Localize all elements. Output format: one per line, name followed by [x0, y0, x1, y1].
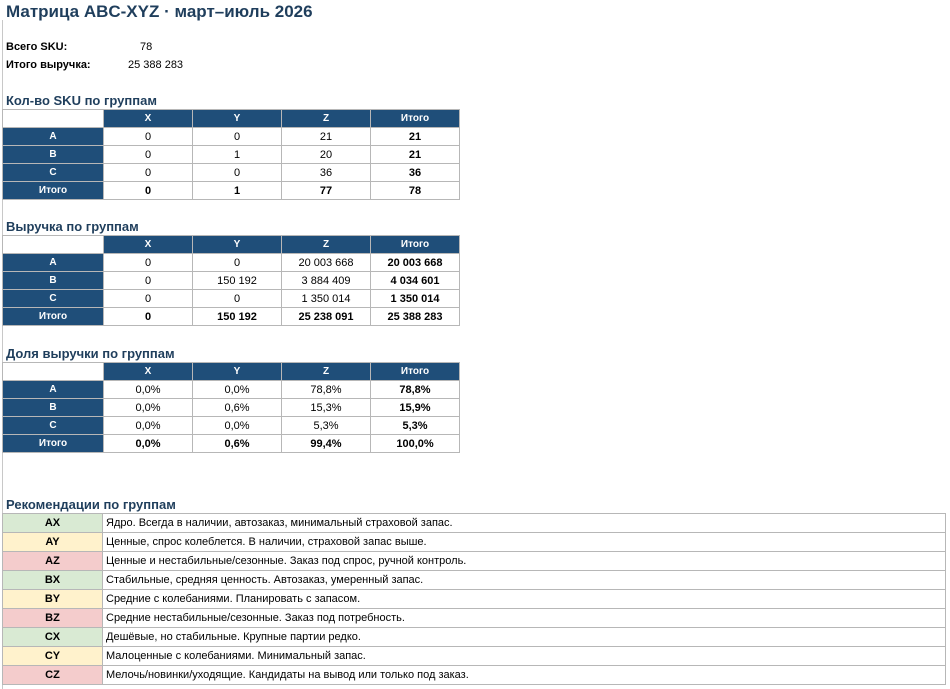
- table-cell-total: 5,3%: [371, 417, 460, 435]
- corner-cell: [3, 110, 104, 128]
- sku-count-title: Кол-во SKU по группам: [6, 93, 157, 108]
- table-cell: 150 192: [193, 308, 282, 326]
- col-header: X: [104, 110, 193, 128]
- recommendation-text: Средние с колебаниями. Планировать с запасом.: [103, 590, 946, 609]
- revenue-share-title: Доля выручки по группам: [6, 346, 175, 361]
- table-cell: 1: [193, 182, 282, 200]
- table-row: [3, 254, 460, 272]
- table-cell: 0: [104, 254, 193, 272]
- recommendation-code: CY: [3, 647, 103, 666]
- table-cell-total: 4 034 601: [371, 272, 460, 290]
- col-header: Z: [282, 236, 371, 254]
- page-title: Матрица ABC-XYZ · март–июль 2026: [6, 2, 313, 21]
- table-cell: 0,0%: [193, 381, 282, 399]
- corner-cell: [3, 236, 104, 254]
- sku-count-table: [2, 109, 460, 200]
- table-cell: 0: [104, 146, 193, 164]
- row-header: A: [3, 128, 104, 146]
- row-header: B: [3, 146, 104, 164]
- recommendation-row: [3, 552, 946, 571]
- recommendation-row: [3, 666, 946, 685]
- table-cell: 1 350 014: [282, 290, 371, 308]
- recommendation-code: BZ: [3, 609, 103, 628]
- table-header-row: [3, 363, 460, 381]
- table-cell: 0: [104, 272, 193, 290]
- recommendation-code: AZ: [3, 552, 103, 571]
- recommendations-table: [2, 513, 946, 685]
- table-cell: 0: [104, 290, 193, 308]
- table-cell: 0: [104, 182, 193, 200]
- table-cell: 25 238 091: [282, 308, 371, 326]
- table-cell: 0: [193, 128, 282, 146]
- table-row: [3, 381, 460, 399]
- table-cell: 0: [104, 164, 193, 182]
- table-cell: 0: [104, 128, 193, 146]
- table-cell: 0,0%: [104, 381, 193, 399]
- recommendation-text: Дешёвые, но стабильные. Крупные партии редко.: [103, 628, 946, 647]
- recommendation-code: BX: [3, 571, 103, 590]
- recommendation-code: BY: [3, 590, 103, 609]
- recommendation-code: AX: [3, 514, 103, 533]
- recommendation-row: [3, 609, 946, 628]
- table-cell: 99,4%: [282, 435, 371, 453]
- recommendation-row: [3, 590, 946, 609]
- recommendation-text: Средние нестабильные/сезонные. Заказ под потребность.: [103, 609, 946, 628]
- row-header: Итого: [3, 308, 104, 326]
- table-row: [3, 164, 460, 182]
- table-cell: 0,0%: [104, 399, 193, 417]
- table-row: [3, 272, 460, 290]
- recommendation-row: [3, 647, 946, 666]
- sku-label: Всего SKU:: [6, 41, 68, 53]
- table-row: [3, 399, 460, 417]
- table-cell: 77: [282, 182, 371, 200]
- col-header: X: [104, 236, 193, 254]
- recommendation-row: [3, 571, 946, 590]
- table-cell: 15,3%: [282, 399, 371, 417]
- table-cell: 20: [282, 146, 371, 164]
- table-cell: 21: [282, 128, 371, 146]
- table-cell-total: 1 350 014: [371, 290, 460, 308]
- table-cell: 0: [193, 290, 282, 308]
- row-header: A: [3, 381, 104, 399]
- recommendation-text: Малоценные с колебаниями. Минимальный запас.: [103, 647, 946, 666]
- recommendation-text: Ядро. Всегда в наличии, автозаказ, минимальный страховой запас.: [103, 514, 946, 533]
- recommendation-code: CZ: [3, 666, 103, 685]
- row-header: Итого: [3, 182, 104, 200]
- recommendation-text: Ценные и нестабильные/сезонные. Заказ под спрос, ручной контроль.: [103, 552, 946, 571]
- row-header: Итого: [3, 435, 104, 453]
- table-row: [3, 417, 460, 435]
- table-cell: 0: [193, 254, 282, 272]
- col-header: Итого: [371, 363, 460, 381]
- table-cell: 78,8%: [282, 381, 371, 399]
- table-row: [3, 128, 460, 146]
- recommendation-row: [3, 628, 946, 647]
- recommendation-code: CX: [3, 628, 103, 647]
- table-cell-total: 78,8%: [371, 381, 460, 399]
- revenue-value: 25 388 283: [128, 59, 184, 71]
- table-total-row: [3, 308, 460, 326]
- row-header: C: [3, 290, 104, 308]
- table-row: [3, 290, 460, 308]
- col-header: Y: [193, 236, 282, 254]
- table-header-row: [3, 236, 460, 254]
- col-header: Y: [193, 363, 282, 381]
- table-cell: 0,6%: [193, 435, 282, 453]
- table-cell: 1: [193, 146, 282, 164]
- corner-cell: [3, 363, 104, 381]
- table-cell: 0,0%: [193, 417, 282, 435]
- table-cell: 0,0%: [104, 417, 193, 435]
- recommendation-text: Ценные, спрос колеблется. В наличии, страховой запас выше.: [103, 533, 946, 552]
- table-cell-total: 100,0%: [371, 435, 460, 453]
- recommendation-code: AY: [3, 533, 103, 552]
- table-total-row: [3, 182, 460, 200]
- table-cell: 0: [193, 164, 282, 182]
- revenue-share-table: [2, 362, 460, 453]
- col-header: Z: [282, 110, 371, 128]
- table-cell-total: 21: [371, 128, 460, 146]
- table-cell-total: 78: [371, 182, 460, 200]
- revenue-title: Выручка по группам: [6, 219, 139, 234]
- table-cell: 3 884 409: [282, 272, 371, 290]
- revenue-label: Итого выручка:: [6, 59, 91, 71]
- sku-value: 78: [140, 41, 153, 53]
- recommendation-row: [3, 533, 946, 552]
- table-header-row: [3, 110, 460, 128]
- row-header: A: [3, 254, 104, 272]
- col-header: Z: [282, 363, 371, 381]
- col-header: Итого: [371, 236, 460, 254]
- recommendations-title: Рекомендации по группам: [6, 497, 176, 512]
- table-cell: 20 003 668: [282, 254, 371, 272]
- col-header: Итого: [371, 110, 460, 128]
- col-header: Y: [193, 110, 282, 128]
- table-row: [3, 146, 460, 164]
- recommendation-text: Стабильные, средняя ценность. Автозаказ, умеренный запас.: [103, 571, 946, 590]
- table-cell-total: 36: [371, 164, 460, 182]
- col-header: X: [104, 363, 193, 381]
- table-cell-total: 15,9%: [371, 399, 460, 417]
- row-header: C: [3, 417, 104, 435]
- recommendation-text: Мелочь/новинки/уходящие. Кандидаты на вывод или только под заказ.: [103, 666, 946, 685]
- table-cell: 5,3%: [282, 417, 371, 435]
- table-cell: 0,6%: [193, 399, 282, 417]
- table-cell: 0,0%: [104, 435, 193, 453]
- row-header: B: [3, 272, 104, 290]
- table-cell-total: 25 388 283: [371, 308, 460, 326]
- table-total-row: [3, 435, 460, 453]
- table-cell-total: 20 003 668: [371, 254, 460, 272]
- revenue-table: [2, 235, 460, 326]
- row-header: C: [3, 164, 104, 182]
- recommendation-row: [3, 514, 946, 533]
- table-cell: 150 192: [193, 272, 282, 290]
- table-cell: 0: [104, 308, 193, 326]
- table-cell: 36: [282, 164, 371, 182]
- row-header: B: [3, 399, 104, 417]
- table-cell-total: 21: [371, 146, 460, 164]
